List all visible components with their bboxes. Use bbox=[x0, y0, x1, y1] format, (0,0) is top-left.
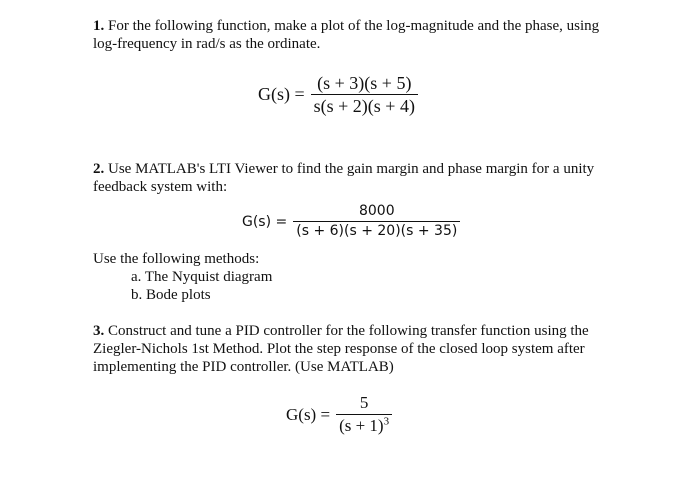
equation-3-fraction bbox=[336, 392, 392, 437]
question-2-equation bbox=[242, 202, 460, 241]
equation-2-fraction bbox=[293, 202, 460, 241]
question-1-text: For the following function, make a plot of the log-magnitude and the phase, using log-frequency in rad/s as the ordinate. bbox=[93, 18, 600, 52]
question-3-text: Construct and tune a PID controller for the following transfer function using the Ziegler-Nichols 1st Method. Plot the step response of the closed loop system after implementing the PID controller. (Use MATLAB) bbox=[93, 323, 589, 375]
equation-3-exponent: 3 bbox=[383, 415, 390, 428]
question-1-equation bbox=[258, 72, 418, 117]
method-item: b. Bode plots bbox=[131, 287, 211, 303]
equation-3-denominator-base: (s + 1) bbox=[339, 416, 384, 435]
methods-list bbox=[93, 250, 272, 304]
question-2-text: Use MATLAB's LTI Viewer to find the gain margin and phase margin for a unity feedback system with: bbox=[93, 161, 595, 195]
methods-intro: Use the following methods: bbox=[93, 251, 260, 267]
equation-1-numerator: (s + 3)(s + 5) bbox=[317, 73, 412, 93]
question-3 bbox=[93, 322, 613, 376]
equation-3-lhs: G(s) = bbox=[286, 404, 331, 424]
equation-3-denominator bbox=[336, 415, 392, 437]
method-item: a. The Nyquist diagram bbox=[131, 269, 273, 285]
equation-1-fraction bbox=[311, 72, 418, 117]
question-3-number: 3. bbox=[93, 323, 105, 339]
question-1 bbox=[93, 17, 613, 53]
question-2-number: 2. bbox=[93, 161, 105, 177]
equation-2-denominator: (s + 6)(s + 20)(s + 35) bbox=[296, 223, 458, 239]
question-2 bbox=[93, 160, 613, 196]
equation-3-numerator: 5 bbox=[359, 393, 369, 412]
equation-2-numerator: 8000 bbox=[358, 203, 395, 219]
equation-1-denominator: s(s + 2)(s + 4) bbox=[313, 96, 415, 116]
equation-2-lhs: G(s) = bbox=[242, 213, 288, 230]
equation-1-lhs: G(s) = bbox=[258, 84, 305, 104]
question-3-equation bbox=[286, 392, 392, 437]
question-1-number: 1. bbox=[93, 18, 105, 34]
